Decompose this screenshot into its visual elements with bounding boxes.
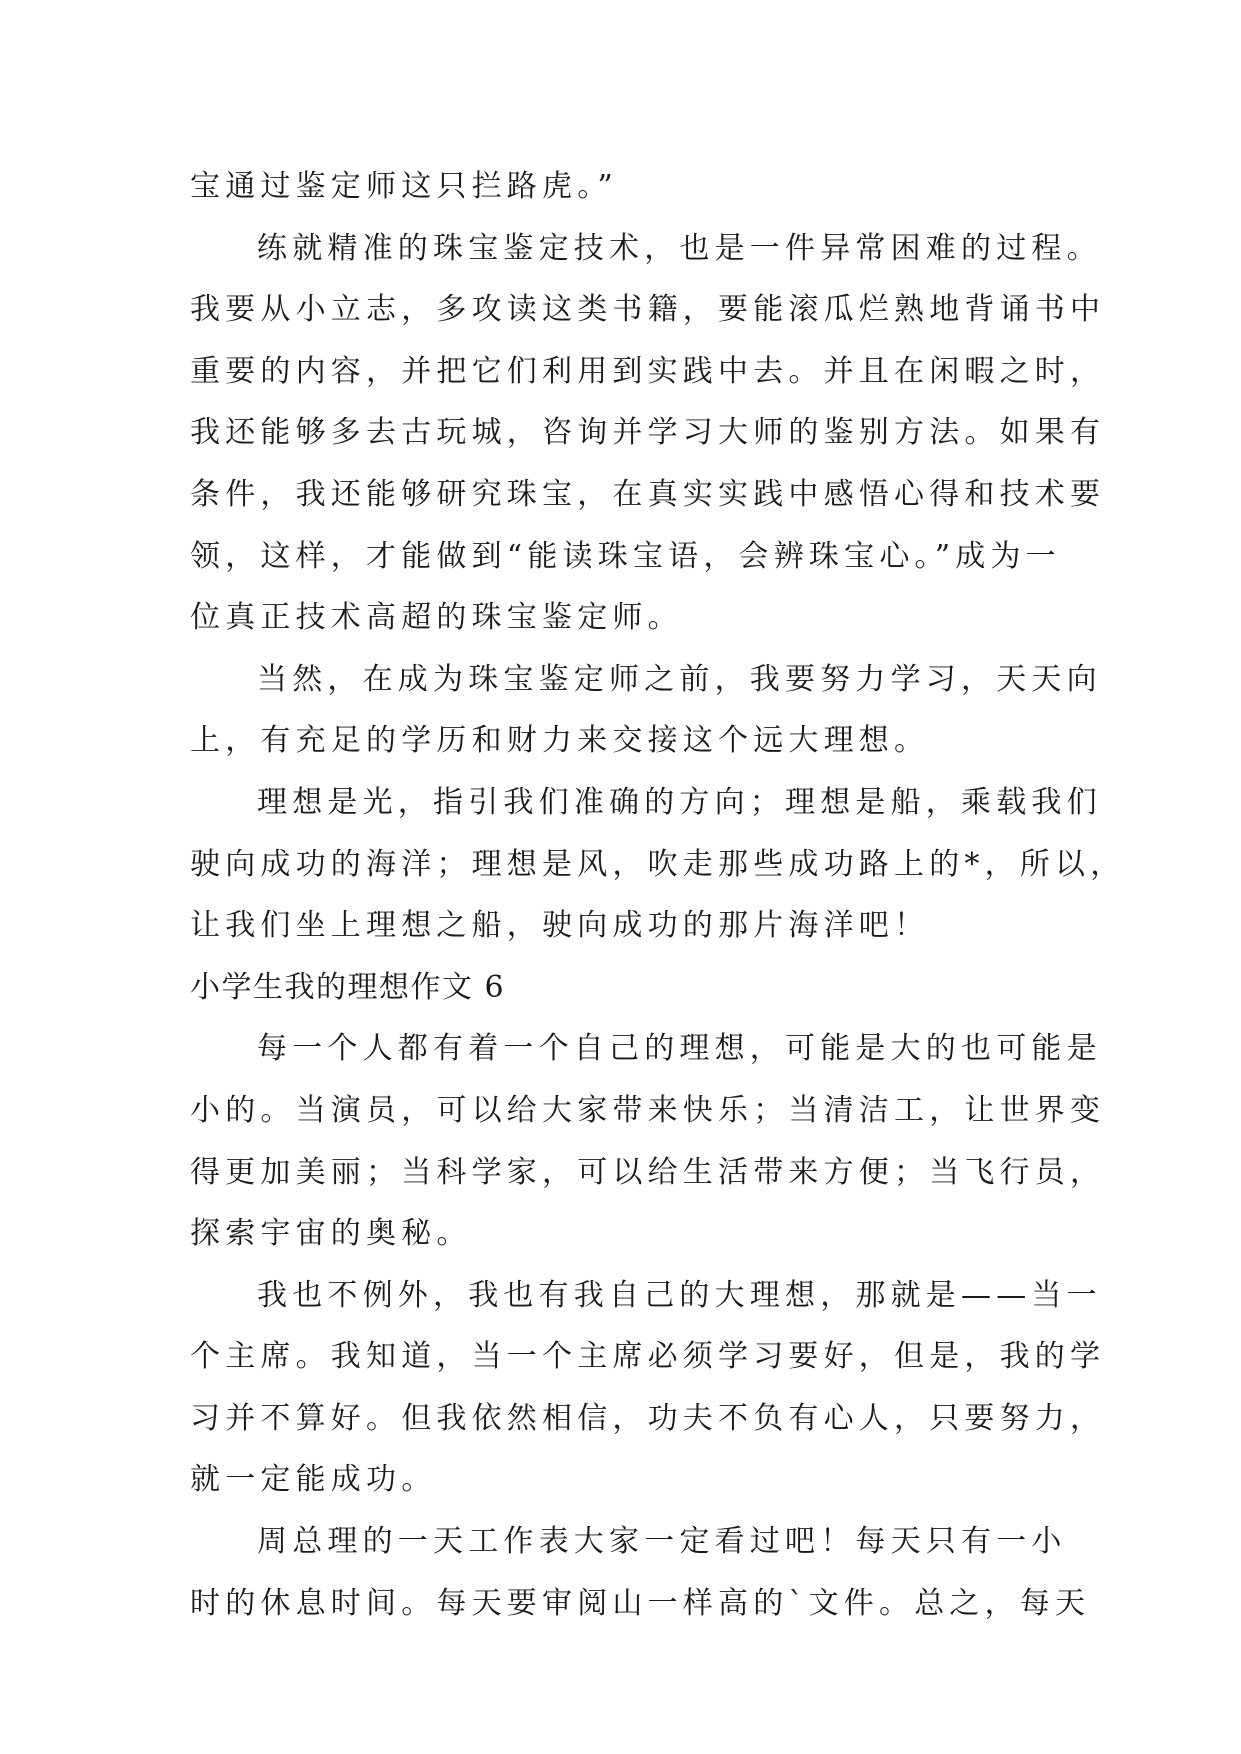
text-line: 宝通过鉴定师这只拦路虎。” <box>190 169 618 204</box>
text-line: 驶向成功的海洋；理想是风，吹走那些成功路上的*，所以， <box>190 846 1126 882</box>
text-line: 每一个人都有着一个自己的理想，可能是大的也可能是 <box>257 1031 1102 1067</box>
text-line: 当然，在成为珠宝鉴定师之前，我要努力学习，天天向 <box>257 661 1102 697</box>
text-line: 理想是光，指引我们准确的方向；理想是船，乘载我们 <box>257 784 1102 820</box>
text-line: 得更加美丽；当科学家，可以给生活带来方便；当飞行员， <box>190 1154 1106 1190</box>
text-line: 周总理的一天工作表大家一定看过吧！每天只有一小 <box>257 1524 1067 1560</box>
body-text <box>190 156 1126 1634</box>
text-line: 小的。当演员，可以给大家带来快乐；当清洁工，让世界变 <box>190 1092 1106 1128</box>
text-line: 领，这样，才能做到“能读珠宝语，会辨珠宝心。”成为一 <box>190 538 1061 574</box>
text-line: 练就精准的珠宝鉴定技术，也是一件异常困难的过程。 <box>257 230 1102 266</box>
text-line: 位真正技术高超的珠宝鉴定师。 <box>190 600 683 636</box>
text-line: 我也不例外，我也有我自己的大理想，那就是——当一 <box>257 1277 1102 1313</box>
text-line: 探索宇宙的奥秘。 <box>190 1216 472 1252</box>
text-line: 重要的内容，并把它们利用到实践中去。并且在闲暇之时， <box>190 353 1106 389</box>
text-line: 时的休息时间。每天要审阅山一样高的`文件。总之，每天 <box>190 1585 1091 1621</box>
section-heading: 小学生我的理想作文 6 <box>190 969 506 1005</box>
text-line: 就一定能成功。 <box>190 1462 437 1498</box>
text-line: 条件，我还能够研究珠宝，在真实实践中感悟心得和技术要 <box>190 476 1106 512</box>
text-line: 个主席。我知道，当一个主席必须学习要好，但是，我的学 <box>190 1339 1106 1375</box>
text-line: 上，有充足的学历和财力来交接这个远大理想。 <box>190 723 930 759</box>
text-line: 习并不算好。但我依然相信，功夫不负有心人，只要努力， <box>190 1400 1106 1436</box>
text-line: 让我们坐上理想之船，驶向成功的那片海洋吧！ <box>190 908 930 944</box>
text-line: 我还能够多去古玩城，咨询并学习大师的鉴别方法。如果有 <box>190 415 1106 451</box>
text-line: 我要从小立志，多攻读这类书籍，要能滚瓜烂熟地背诵书中 <box>190 292 1106 328</box>
